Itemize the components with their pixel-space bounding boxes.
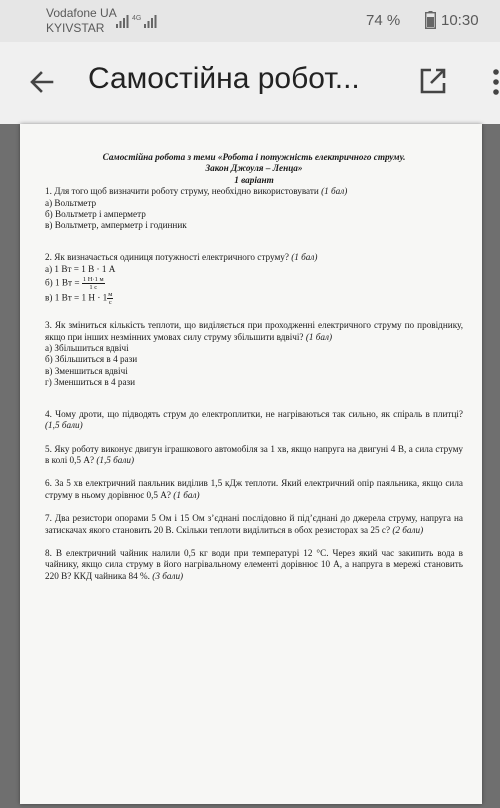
question-6: [45, 478, 463, 501]
app-bar: [0, 42, 500, 125]
question-3-option-a: а) Збільшиться вдвічі: [45, 343, 129, 354]
question-3-option-b: б) Збільшиться в 4 рази: [45, 354, 138, 365]
question-5-text: 5. Яку роботу виконує двигун іграшкового автомобіля за 1 хв, якщо напруга на двигуні 4 В, а сила струму в колі 0,5 А?: [45, 443, 463, 465]
question-1-option-c: в) Вольтметр, амперметр і годинник: [45, 220, 187, 231]
question-4-points: (1,5 бали): [45, 420, 83, 431]
question-1: [45, 186, 463, 232]
question-4: [45, 409, 463, 432]
document-heading: [45, 152, 463, 186]
question-2-option-b-prefix: б) 1 Вт =: [45, 277, 82, 288]
question-6-text: 6. За 5 хв електричний паяльник виділив 1,5 кДж теплоти. Який електричний опір паяльника, якщо сила струму в ньому дорівнює 0,5 А?: [45, 478, 463, 500]
question-1-option-a: а) Вольтметр: [45, 197, 97, 208]
document-page: [20, 124, 482, 804]
question-2: [45, 252, 463, 306]
question-5: [45, 444, 463, 467]
status-bar: [0, 0, 500, 42]
carrier-name-2: KYIVSTAR: [46, 21, 105, 35]
battery-icon: [425, 11, 436, 34]
heading-line-1: Самостійна робота з теми «Робота і потужність електричного струму.: [102, 152, 406, 162]
question-2-option-c: [45, 291, 463, 306]
question-3-text: 3. Як зміниться кількість теплоти, що виділяється при проходженні електричного струму по провіднику, якщо при інших незмінних умовах силу струму збільшити вдвічі?: [45, 320, 463, 342]
fraction: [82, 276, 105, 291]
open-external-button[interactable]: [418, 66, 448, 96]
battery-percent: 74 %: [366, 12, 401, 29]
clock: 10:30: [441, 12, 479, 29]
carrier-name-1: Vodafone UA: [46, 6, 117, 20]
question-4-text: 4. Чому дроти, що підводять струм до електроплитки, не нагріваються так сильно, як спіраль в плитці?: [45, 408, 463, 419]
question-1-text: 1. Для того щоб визначити роботу струму, необхідно використовувати: [45, 186, 322, 197]
question-1-points: (1 бал): [321, 186, 348, 197]
question-2-option-b: [45, 276, 463, 291]
question-8-points: (3 бали): [152, 570, 184, 581]
question-8-text: 8. В електричний чайник налили 0,5 кг води при температурі 12 °С. Через який час закипить вода в чайнику, якщо сила струму в його нагрівальному елементі дорівнює 10 А, а напруга в мережі становить 220 В? ККД чайника 84 %.: [45, 547, 463, 581]
question-3-points: (1 бал): [305, 331, 333, 342]
back-button[interactable]: [26, 66, 58, 98]
question-8: [45, 548, 463, 582]
question-2-text: 2. Як визначається одиниця потужності електричного струму?: [45, 251, 292, 262]
arrow-back-icon: [26, 66, 58, 98]
more-options-button[interactable]: [484, 64, 500, 100]
network-type: 4G: [132, 15, 142, 22]
document-content: [45, 152, 463, 582]
carrier-info: [46, 6, 117, 36]
question-7: [45, 513, 463, 536]
fraction-numerator: м: [108, 291, 113, 299]
document-viewer[interactable]: [0, 124, 500, 808]
question-3-option-d: г) Зменшиться в 4 рази: [45, 377, 136, 388]
heading-line-2: Закон Джоуля – Ленца»: [205, 163, 303, 174]
question-3-option-c: в) Зменшиться вдвічі: [45, 365, 128, 376]
document-title: Самостійна робот...: [88, 62, 360, 95]
question-2-option-c-prefix: в) 1 Вт = 1 Н · 1: [45, 292, 108, 303]
open-in-new-icon: [418, 66, 448, 96]
question-5-points: (1,5 бали): [96, 454, 135, 465]
question-3: [45, 320, 463, 388]
more-vert-icon: [484, 64, 500, 100]
fraction-denominator: 1 с: [89, 284, 98, 292]
fraction-denominator: с: [108, 299, 112, 307]
question-2-points: (1 бал): [291, 251, 318, 262]
signal-icon: [116, 12, 168, 35]
fraction-numerator: 1 Н·1 м: [82, 276, 104, 284]
question-1-option-b: б) Вольтметр і амперметр: [45, 209, 146, 220]
question-7-points: (2 бали): [392, 524, 424, 535]
question-2-option-a: а) 1 Вт = 1 В · 1 А: [45, 264, 116, 275]
fraction: [107, 291, 113, 306]
question-7-text: 7. Два резистори опорами 5 Ом і 15 Ом з’єднані послідовно й під’єднані до джерела струму, напруга на затискачах якого становить 20 В. Скільки теплоти виділиться в обох резисторах за 25 с?: [45, 513, 463, 535]
variant-label: 1 варіант: [234, 174, 274, 185]
question-6-points: (1 бал): [173, 489, 200, 500]
